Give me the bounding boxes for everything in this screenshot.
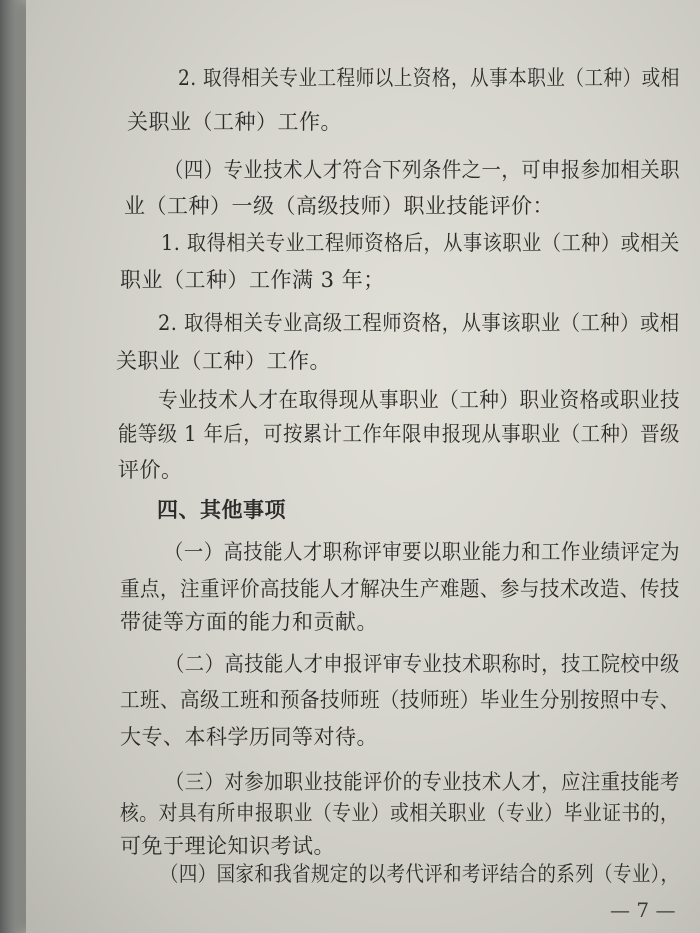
text-line: 2. 取得相关专业高级工程师资格，从事该职业（工种）或相 (158, 311, 680, 335)
text-line: （一）高技能人才职称评审要以职业能力和工作业绩评定为 (164, 540, 680, 564)
text-line: 大专、本科学历同等对待。 (120, 725, 378, 749)
text-line: 能等级 1 年后，可按累计工作年限申报现从事职业（工种）晋级 (118, 422, 680, 446)
text-line: 职业（工种）工作满 3 年； (120, 268, 385, 292)
text-line: 重点，注重评价高技能人才解决生产难题、参与技术改造、传技 (120, 577, 680, 601)
text-line: 专业技术人才在取得现从事职业（工种）职业资格或职业技 (158, 388, 681, 412)
text-line: （三）对参加职业技能评价的专业技术人才，应注重技能考 (165, 770, 680, 794)
text-line: （四）国家和我省规定的以考代评和考评结合的系列（专业）， (160, 862, 680, 886)
text-line: （二）高技能人才申报评审专业技术职称时，技工院校中级 (165, 652, 680, 676)
section-heading: 四、其他事项 (157, 498, 286, 522)
text-line: 关职业（工种）工作。 (127, 110, 342, 134)
text-line: 核。对具有所申报职业（专业）或相关职业（专业）毕业证书的， (120, 801, 680, 825)
text-line: 带徒等方面的能力和贡献。 (120, 610, 378, 634)
text-line: 评价。 (118, 458, 183, 482)
page-number: — 7 — (610, 898, 676, 922)
text-line: 1. 取得相关专业工程师资格后，从事该职业（工种）或相关 (161, 231, 680, 255)
text-line: （四）专业技术人才符合下列条件之一，可申报参加相关职 (164, 158, 680, 182)
text-line: 工班、高级工班和预备技师班（技师班）毕业生分别按照中专、 (120, 688, 680, 712)
text-line: 关职业（工种）工作。 (116, 349, 331, 373)
text-line: 可免于理论知识考试。 (120, 834, 335, 858)
text-line: 业（工种）一级（高级技师）职业技能评价： (124, 194, 554, 218)
text-line: 2. 取得相关专业工程师以上资格，从事本职业（工种）或相 (178, 66, 680, 90)
